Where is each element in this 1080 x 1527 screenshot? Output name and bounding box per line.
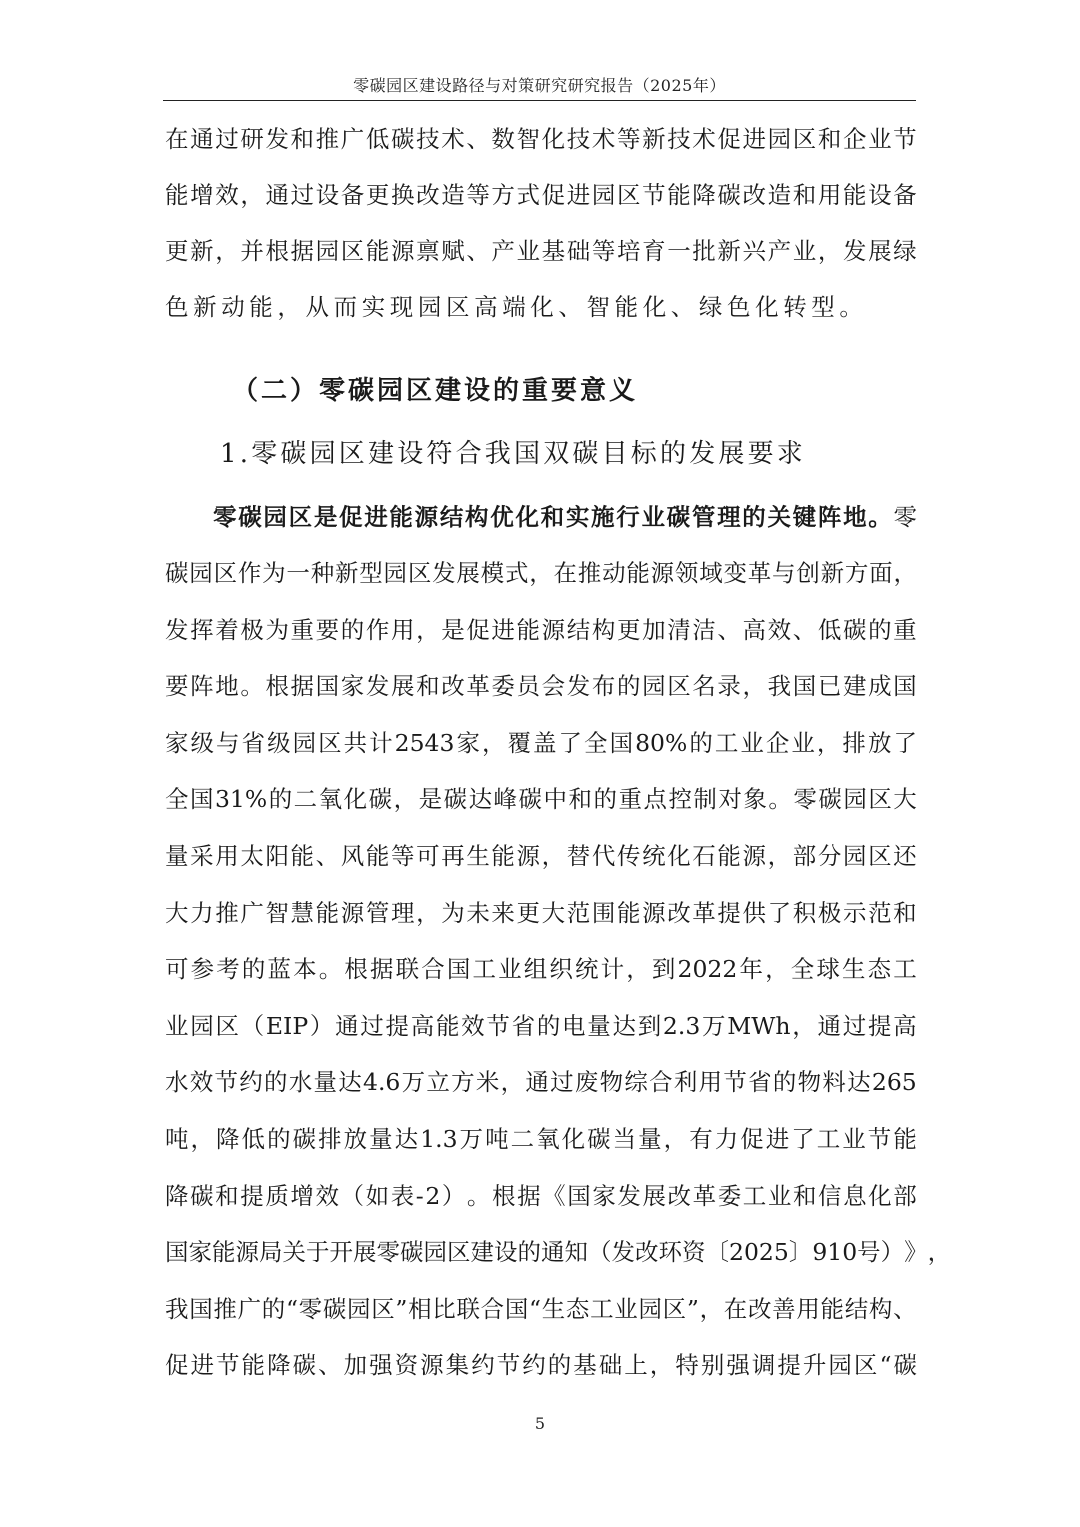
body-line: 大 力 推 广 智 慧 能 源 管 理 ， 为 未 来 更 大 范 围 能 源 改 革 提 供 了 积 极 示 范 和 <box>165 899 917 927</box>
body-line: 全 国 31% 的 二 氧 化 碳 ， 是 碳 达 峰 碳 中 和 的 重 点 控 制 对 象 。 零 碳 园 区 大 <box>165 785 917 813</box>
body-line: 我 国 推 广 的 “ 零 碳 园 区 ” 相 比 联 合 国 “ 生 态 工 业 园 区 ” ， 在 改 善 用 能 结 构 、 <box>165 1295 917 1323</box>
body-line: 更 新 ， 并 根 据 园 区 能 源 禀 赋 、 产 业 基 础 等 培 育 一 批 新 兴 产 业 ， 发 展 绿 <box>165 237 917 265</box>
body-line: 家 级 与 省 级 园 区 共 计 2543 家 ， 覆 盖 了 全 国 80% 的 工 业 企 业 ， 排 放 了 <box>165 729 917 757</box>
body-line: 能 增 效 ， 通 过 设 备 更 换 改 造 等 方 式 促 进 园 区 节 能 降 碳 改 造 和 用 能 设 备 <box>165 181 917 209</box>
body-line: 要 阵 地 。 根 据 国 家 发 展 和 改 革 委 员 会 发 布 的 园 区 名 录 ， 我 国 已 建 成 国 <box>165 672 917 700</box>
body-line: 国 家 能 源 局 关 于 开 展 零 碳 园 区 建 设 的 通 知 （ 发 改 环 资 〔 2025 〕 910 号 ） 》 ， <box>165 1238 952 1266</box>
body-line: 降 碳 和 提 质 增 效 （ 如 表 - 2 ） 。 根 据 《 国 家 发 展 改 革 委 工 业 和 信 息 化 部 <box>165 1182 917 1210</box>
body-line: 水 效 节 约 的 水 量 达 4.6 万 立 方 米 ， 通 过 废 物 综 合 利 用 节 省 的 物 料 达 265 <box>165 1068 917 1096</box>
page-number: 5 <box>534 1414 546 1433</box>
body-line: 发 挥 着 极 为 重 要 的 作 用 ， 是 促 进 能 源 结 构 更 加 清 洁 、 高 效 、 低 碳 的 重 <box>165 616 917 644</box>
body-line: 碳 园 区 作 为 一 种 新 型 园 区 发 展 模 式 ， 在 推 动 能 源 领 域 变 革 与 创 新 方 面 ， <box>165 559 917 587</box>
section-heading: （二）零碳园区建设的重要意义 <box>232 376 639 406</box>
body-line: 量 采 用 太 阳 能 、 风 能 等 可 再 生 能 源 ， 替 代 传 统 化 石 能 源 ， 部 分 园 区 还 <box>165 842 917 870</box>
body-line: 在 通 过 研 发 和 推 广 低 碳 技 术 、 数 智 化 技 术 等 新 技 术 促 进 园 区 和 企 业 节 <box>165 125 917 153</box>
body-line: 业 园 区 （ EIP ） 通 过 提 高 能 效 节 省 的 电 量 达 到 2.3 万 MWh ， 通 过 提 高 <box>165 1012 917 1040</box>
body-line: 吨 ， 降 低 的 碳 排 放 量 达 1.3 万 吨 二 氧 化 碳 当 量 ， 有 力 促 进 了 工 业 节 能 <box>165 1125 917 1153</box>
body-line-first: 零 碳 园 区 是 促 进 能 源 结 构 优 化 和 实 施 行 业 碳 管 理 的 关 键 阵 地 。 零 <box>213 497 917 537</box>
running-header: 零碳园区建设路径与对策研究研究报告（2025年） <box>353 76 726 95</box>
body-line: 色新动能，从而实现园区高端化、智能化、绿色化转型。 <box>165 293 868 321</box>
body-line: 促 进 节 能 降 碳 、 加 强 资 源 集 约 节 约 的 基 础 上 ， 特 别 强 调 提 升 园 区 “ 碳 <box>165 1351 917 1379</box>
subsection-heading: 1.零碳园区建设符合我国双碳目标的发展要求 <box>220 439 807 469</box>
body-line: 可 参 考 的 蓝 本 。 根 据 联 合 国 工 业 组 织 统 计 ， 到 2022 年 ， 全 球 生 态 工 <box>165 955 917 983</box>
header-rule <box>163 100 916 101</box>
lead-continuation: 零 <box>893 503 917 531</box>
